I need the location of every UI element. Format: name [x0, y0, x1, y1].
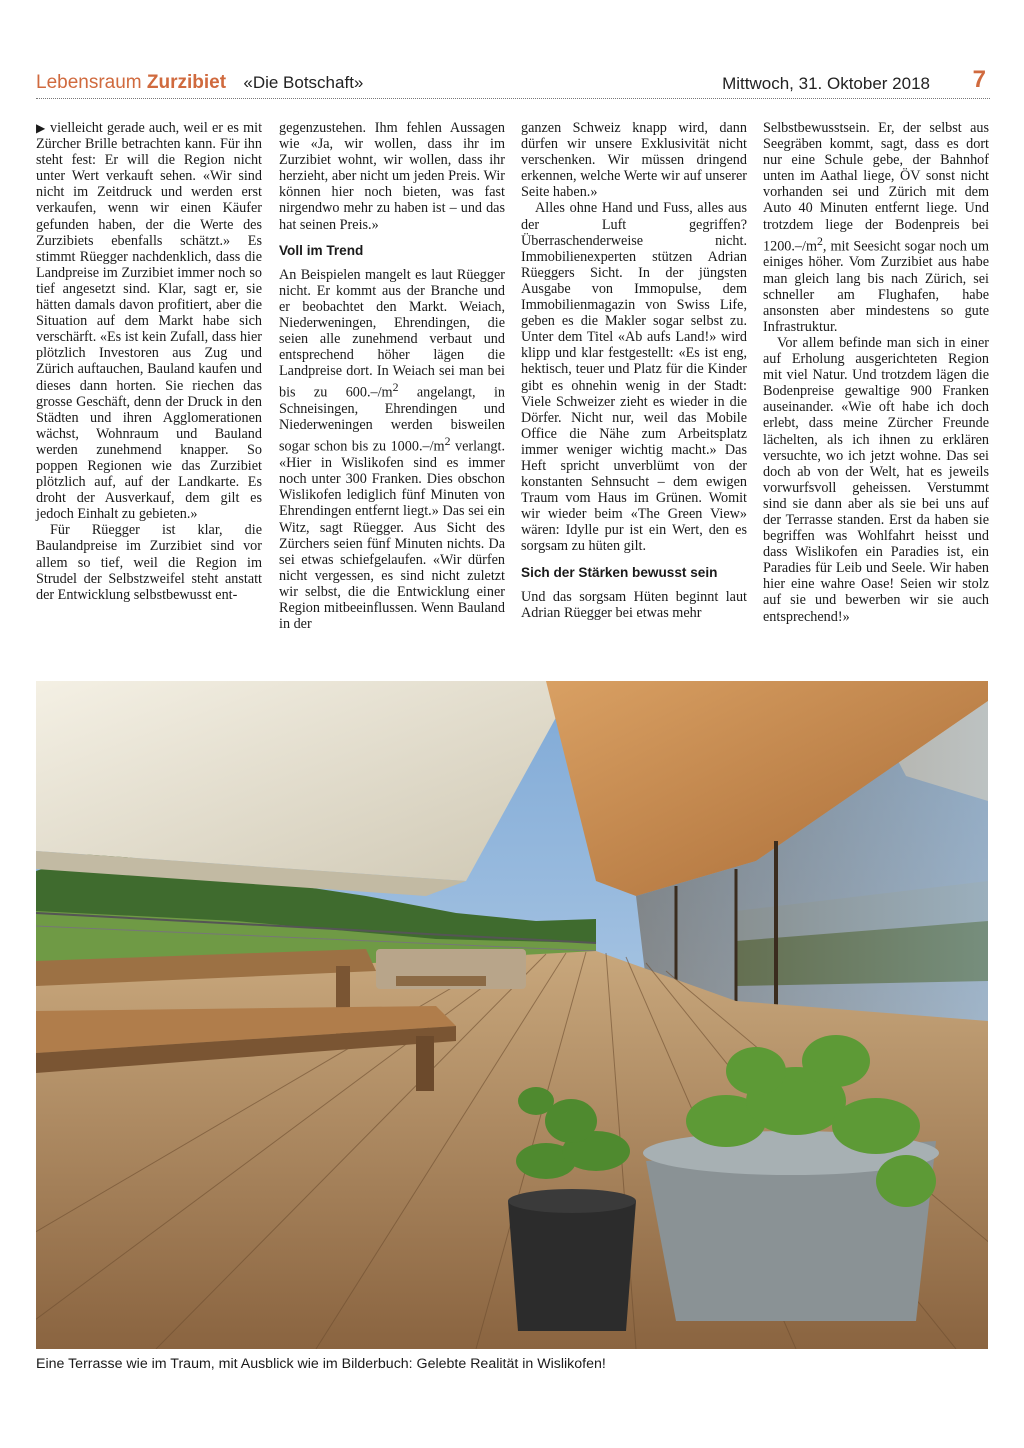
paragraph-text: angelangt, in Schneisingen, Ehrendingen und Niederweningen werden bisweilen sogar schon bis zu 1000.–/m	[279, 385, 505, 456]
paragraph-text: , mit Seesicht sogar noch um einiges höher. Vom Zurzibiet aus habe man gleich lang bis nach Zürich, sei schneller am Flughafen, habe ansonsten aber mindestens so gute Infrastruktur.	[763, 238, 989, 335]
page-number: 7	[972, 66, 986, 93]
coffee-table	[396, 976, 486, 986]
paragraph-text: Selbstbewusstsein. Er, der selbst aus Seegräben kommt, sagt, dass es dort nur eine Schule gebe, der Bahnhof unten im Aathal liege, ÖV sonst nicht vorhanden sei und Zürich mit dem Auto 40 Minuten entfernt liege. Und trotzdem liege der Bodenpreis bei 1200.–/m	[763, 120, 989, 255]
superscript: 2	[392, 380, 399, 395]
paragraph: gegenzustehen. Ihm fehlen Aussagen wie «Ja, wir wollen, dass ihr im Zurzibiet wohnt, wir wollen, dass ihr herzieht, aber nicht um jeden Preis. Wir können hier noch bieten, was fast nirgendwo mehr zu haben ist – und das hat seinen Preis.»	[279, 120, 505, 233]
paragraph	[279, 267, 505, 633]
text-column-1	[36, 120, 262, 603]
paragraph: Für Rüegger ist klar, die Baulandpreise im Zurzibiet sind vor allem so tief, weil die Region im Strudel der Selbstzweifel steht anstatt der Entwicklung selbstbewusst ent-	[36, 522, 262, 603]
terrace-photo	[36, 681, 988, 1349]
continuation-arrow-icon: ▶	[36, 121, 46, 135]
issue-date: Mittwoch, 31. Oktober 2018	[722, 74, 930, 93]
paragraph: Und das sorgsam Hüten beginnt laut Adrian Rüegger bei etwas mehr	[521, 588, 747, 621]
text-column-4	[763, 120, 989, 625]
page-header	[36, 66, 990, 99]
paragraph: Alles ohne Hand und Fuss, alles aus der Luft gegriffen? Überraschenderweise nicht. Immobilienexperten stützen Adrian Rüeggers Sicht. In der jüngsten Ausgabe von Immopulse, dem Immobilienmagazin von Swiss Life, geben es die Makler sogar selbst zu. Unter dem Titel «Ab aufs Land!» wird klipp und klar festgestellt: «Es ist eng, hektisch, teuer und Platz für die Kinder gibt es ohnehin wenig in der Stadt: Viele Schweizer zieht es wieder in die Dörfer. Nicht nur, weil das Mobile Office die Nähe zum Arbeitsplatz immer weniger wichtig macht.» Das Heft spricht unverblümt von der konstanten Sehnsucht – dem ewigen Traum vom Haus im Grünen. Womit wir wieder beim «The Green View» wären: Idylle pur ist ein Wert, den es sorgsam zu hüten gilt.	[521, 200, 747, 555]
paragraph: ganzen Schweiz knapp wird, dann dürfen wir unsere Exklusivität nicht verschenken. Wir müssen dringend erkennen, welche Werte wir auf unserer Seite haben.»	[521, 120, 747, 201]
paragraph	[763, 120, 989, 335]
paragraph: Vor allem befinde man sich in einer auf Erholung ausgerichteten Region mit viel Natur. Und trotzdem lägen die Bodenpreise gewaltige 900 Franken auseinander. «Wie oft habe ich doch erlebt, dass meine Zürcher Freunde lächelten, als ich ihnen zu erklären versuchte, wo ich jetzt wohne. Das sei doch ab von der Welt, hat es jeweils vorwurfsvoll geheissen. Verstummt sind sie dann aber als sie bei uns auf der Terrasse standen. Erst da haben sie begriffen was Wohlfahrt heisst und dass Wislikofen ein Paradies ist, ein Paradies für Leib und Seele. Wir haben hier eine wahre Oase! Seien wir stolz auf sie und bewerben wir sie auch entsprechend!»	[763, 334, 989, 625]
superscript: 2	[817, 233, 823, 248]
superscript: 2	[444, 434, 451, 449]
subheading: Voll im Trend	[279, 242, 364, 258]
section-name: Lebensraum	[36, 72, 142, 93]
section-region: Zurzibiet	[146, 72, 227, 93]
paragraph-text: verlangt. «Hier in Wislikofen sind es immer noch unter 300 Franken. Dies obschon Wislikofen lediglich fünf Minuten von Ehrendingen entfernt liegt.» Das sei ein Witz, sagt Rüegger. Aus Sicht des Zürchers seien fünf Minuten nichts. Da sei etwas schiefgelaufen. «Wir dürfen nicht vergessen, es sind nicht zuletzt wir selbst, die die Entwicklung einer Region mitbeeinflussen. Wenn Bauland in der	[279, 439, 505, 633]
text-column-3	[521, 120, 747, 621]
subheading: Sich der Stärken bewusst sein	[521, 564, 718, 580]
pot-rim	[508, 1189, 636, 1213]
photo-caption: Eine Terrasse wie im Traum, mit Ausblick wie im Bilderbuch: Gelebte Realität in Wislikofen!	[36, 1356, 606, 1372]
text-column-2	[279, 120, 505, 632]
paragraph	[36, 120, 262, 522]
black-plant-pot	[508, 1201, 636, 1331]
terrace-illustration	[36, 681, 988, 1349]
section-title	[36, 72, 363, 94]
paragraph-text: vielleicht gerade auch, weil er es mit Zürcher Brille betrachten kann. Für ihn steht fest: Er will die Region nicht unter Wert verkauft sehen. «Wir sind nicht im Zeitdruck und werden erst verkaufen, wenn wir einen Käufer gefunden haben, der die Werte des Zurzibiets ebenfalls schätzt.» Es stimmt Rüegger nachdenklich, dass die Landpreise im Zurzibiet immer noch so tief angesetzt sind. Klar, sagt er, sie hätten damals davon profitiert, aber die Situation auf dem Markt habe sich verschärft. «Es ist kein Zufall, dass hier plötzlich Investoren aus Zug und Zürich auftauchen, Bauland kaufen und dieses dann horten. Sie riechen das grosse Geschäft, denn der Druck in den Städten und ihren Agglomerationen wächst, Wohnraum und Bauland werden zunehmend knapper. So poppen Regionen wie das Zurzibiet plötzlich auf, auf der Landkarte. Es droht der Ausverkauf, dem gilt es jedoch Einhalt zu gebieten.»	[36, 120, 263, 523]
bench-leg	[416, 1036, 434, 1091]
paragraph-text: An Beispielen mangelt es laut Rüegger nicht. Er kommt aus der Branche und er beobachtet den Markt. Weiach, Niederweningen, Ehrendingen, die seien alle zunehmend verbaut und entsprechend höher lägen die Landpreise dort. In Weiach sei man bei bis zu 600.–/m	[279, 266, 505, 402]
newspaper-name: «Die Botschaft»	[243, 73, 364, 92]
